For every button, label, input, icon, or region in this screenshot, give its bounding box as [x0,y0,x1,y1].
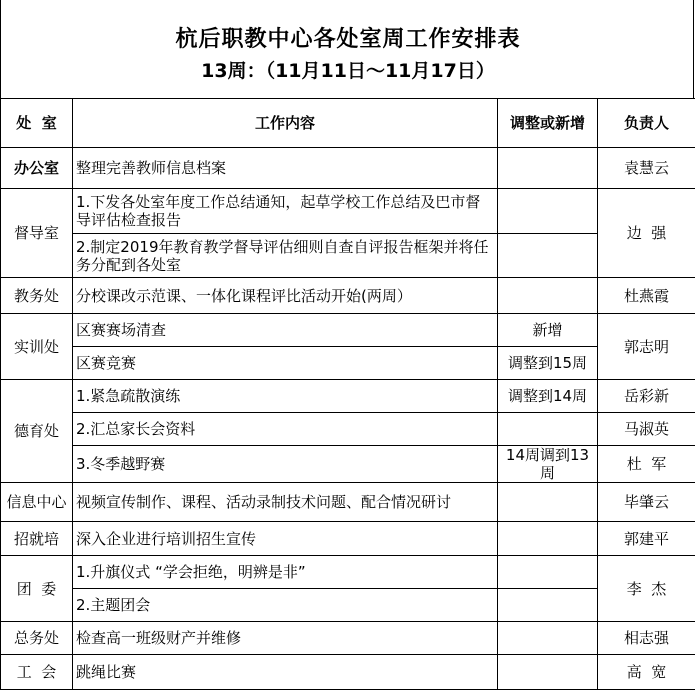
owner-cell: 高 宽 [598,655,695,690]
owner-cell: 袁慧云 [598,148,695,189]
table-header-row [1,99,695,148]
adjust-cell [498,413,598,446]
table-row [1,148,695,189]
owner-cell: 边 强 [598,189,695,278]
content-cell: 区赛赛场清查 [73,314,498,347]
dept-cell: 总务处 [1,622,73,655]
owner-cell: 岳彩新 [598,380,695,413]
owner-cell: 相志强 [598,622,695,655]
header-owner: 负责人 [598,99,695,148]
table-row [1,655,695,690]
adjust-cell [498,655,598,690]
content-cell: 视频宣传制作、课程、活动录制技术问题、配合情况研讨 [73,483,498,522]
adjust-cell: 新增 [498,314,598,347]
table-row [1,556,695,589]
content-cell: 检查高一班级财产并维修 [73,622,498,655]
content-cell: 1.升旗仪式 “学会拒绝，明辨是非” [73,556,498,589]
adjust-cell [498,483,598,522]
dept-cell: 实训处 [1,314,73,380]
content-cell: 2.汇总家长会资料 [73,413,498,446]
dept-cell: 德育处 [1,380,73,483]
content-cell: 1.下发各处室年度工作总结通知，起草学校工作总结及巴市督导评估检查报告 [73,189,498,234]
content-cell: 区赛竞赛 [73,347,498,380]
dept-cell: 信息中心 [1,483,73,522]
table-row [1,446,695,483]
owner-cell: 杜燕霞 [598,278,695,314]
owner-cell: 毕肇云 [598,483,695,522]
table-row [1,483,695,522]
table-row [1,314,695,347]
content-cell: 分校课改示范课、一体化课程评比活动开始(两周） [73,278,498,314]
table-row [1,189,695,234]
adjust-cell [498,148,598,189]
table-row [1,347,695,380]
adjust-cell [498,278,598,314]
title-block [0,0,694,98]
adjust-cell: 调整到15周 [498,347,598,380]
content-cell: 2.主题团会 [73,589,498,622]
content-cell: 深入企业进行培训招生宣传 [73,522,498,556]
owner-cell: 杜 军 [598,446,695,483]
header-content: 工作内容 [73,99,498,148]
adjust-cell [498,556,598,589]
header-adjust: 调整或新增 [498,99,598,148]
table-row [1,278,695,314]
content-cell: 跳绳比赛 [73,655,498,690]
dept-cell: 督导室 [1,189,73,278]
adjust-cell [498,589,598,622]
dept-cell: 办公室 [1,148,73,189]
content-cell: 1.紧急疏散演练 [73,380,498,413]
adjust-cell [498,189,598,234]
adjust-cell [498,622,598,655]
adjust-cell: 调整到14周 [498,380,598,413]
dept-cell: 工 会 [1,655,73,690]
owner-cell: 李 杰 [598,556,695,622]
adjust-cell: 14周调到13周 [498,446,598,483]
table-row [1,622,695,655]
page-title: 杭后职教中心各处室周工作安排表 [1,22,695,53]
owner-cell: 郭建平 [598,522,695,556]
adjust-cell [498,234,598,278]
table-row [1,234,695,278]
content-cell: 3.冬季越野赛 [73,446,498,483]
table-row [1,380,695,413]
dept-cell: 招就培 [1,522,73,556]
owner-cell: 马淑英 [598,413,695,446]
content-cell: 2.制定2019年教育教学督导评估细则自查自评报告框架并将任务分配到各处室 [73,234,498,278]
header-dept: 处 室 [1,99,73,148]
dept-cell: 教务处 [1,278,73,314]
table-row [1,589,695,622]
week-subtitle: 13周：（11月11日～11月17日） [1,56,695,83]
adjust-cell [498,522,598,556]
table-row [1,413,695,446]
schedule-table [0,98,695,690]
table-row [1,522,695,556]
dept-cell: 团 委 [1,556,73,622]
content-cell: 整理完善教师信息档案 [73,148,498,189]
owner-cell: 郭志明 [598,314,695,380]
